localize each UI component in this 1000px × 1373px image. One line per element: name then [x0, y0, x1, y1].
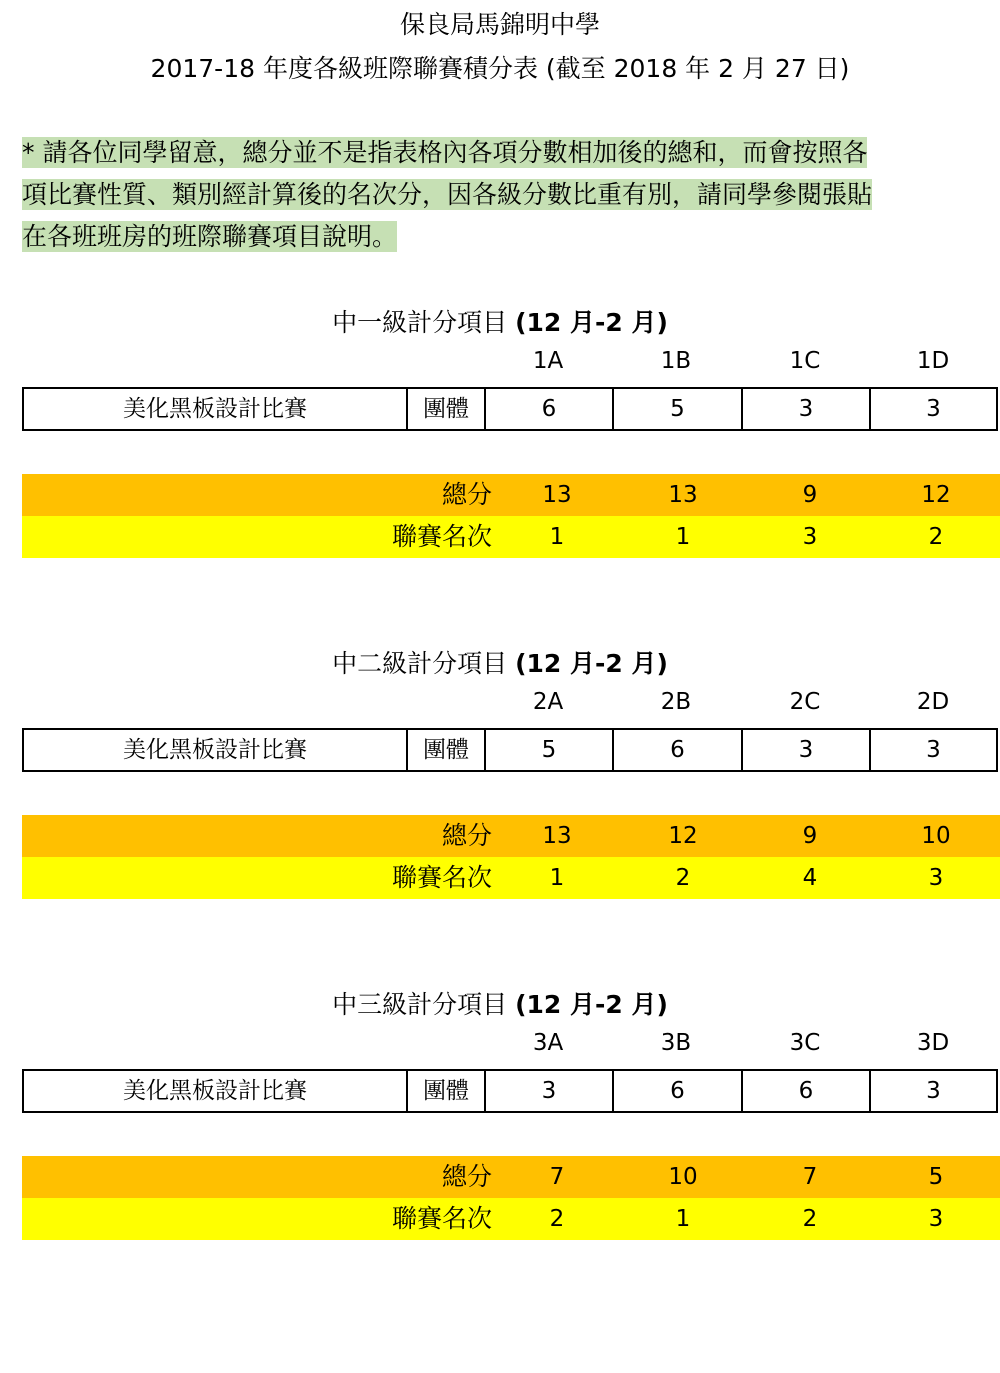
section-title-text: 中一級計分項目 — [332, 308, 508, 337]
score-cell: 3 — [926, 1078, 941, 1104]
score-cell: 3 — [486, 1071, 614, 1111]
section-title-text: 中二級計分項目 — [332, 649, 508, 678]
score-cell: 6 — [743, 1071, 871, 1111]
score-cell: 6 — [614, 730, 743, 770]
score-cell: 3 — [743, 730, 871, 770]
section-form3 — [0, 987, 1000, 1287]
section-form2 — [0, 646, 1000, 946]
score-cell: 5 — [614, 389, 743, 429]
rank-row — [22, 857, 1000, 899]
total-value: 13 — [542, 823, 572, 849]
score-cell: 3 — [926, 396, 941, 422]
section-title — [0, 305, 1000, 341]
rank-value: 1 — [675, 524, 691, 550]
total-value: 7 — [549, 1164, 565, 1190]
event-row — [22, 1069, 998, 1113]
section-form1 — [0, 305, 1000, 605]
class-header: 1D — [916, 348, 950, 374]
total-value: 9 — [802, 482, 818, 508]
event-type: 團體 — [408, 730, 486, 770]
rank-value: 2 — [928, 524, 944, 550]
score-cell: 3 — [743, 389, 871, 429]
total-value: 13 — [668, 482, 698, 508]
rank-value: 1 — [675, 1206, 691, 1232]
rank-label: 聯賽名次 — [391, 1204, 492, 1233]
total-value: 13 — [542, 482, 572, 508]
event-row — [22, 387, 998, 431]
notice-line-2: 項比賽性質、類別經計算後的名次分，因各級分數比重有別，請同學參閱張貼 — [22, 180, 873, 209]
rank-value: 2 — [549, 1206, 565, 1232]
class-header: 2A — [532, 689, 564, 715]
class-headers — [0, 686, 1000, 718]
total-value: 10 — [921, 823, 951, 849]
section-title — [0, 987, 1000, 1023]
rank-label: 聯賽名次 — [391, 522, 492, 551]
rank-value: 2 — [802, 1206, 818, 1232]
class-header: 2D — [916, 689, 950, 715]
section-title-text: 中三級計分項目 — [332, 990, 508, 1019]
rank-value: 2 — [675, 865, 691, 891]
total-row — [22, 815, 1000, 857]
score-cell: 6 — [486, 389, 614, 429]
class-headers — [0, 345, 1000, 377]
total-label: 總分 — [441, 1162, 492, 1191]
rank-value: 3 — [928, 1206, 944, 1232]
rank-label: 聯賽名次 — [391, 863, 492, 892]
rank-value: 1 — [549, 524, 565, 550]
class-header: 3B — [660, 1030, 692, 1056]
section-period: (12 月-2 月) — [515, 649, 668, 678]
score-cell: 5 — [486, 730, 614, 770]
event-name: 美化黑板設計比賽 — [24, 730, 408, 770]
score-cell: 3 — [926, 737, 941, 763]
class-header: 1B — [660, 348, 692, 374]
rank-value: 1 — [549, 865, 565, 891]
notice-line-3: 在各班班房的班際聯賽項目說明。 — [22, 222, 398, 251]
section-title — [0, 646, 1000, 682]
section-period: (12 月-2 月) — [515, 990, 668, 1019]
class-header: 1A — [532, 348, 564, 374]
event-type: 團體 — [408, 1071, 486, 1111]
class-header: 1C — [789, 348, 821, 374]
event-row — [22, 728, 998, 772]
section-period: (12 月-2 月) — [515, 308, 668, 337]
event-name: 美化黑板設計比賽 — [24, 1071, 408, 1111]
rank-row — [22, 516, 1000, 558]
event-type: 團體 — [408, 389, 486, 429]
school-name: 保良局馬錦明中學 — [399, 10, 600, 39]
class-header: 3D — [916, 1030, 950, 1056]
class-header: 2C — [789, 689, 821, 715]
class-header: 2B — [660, 689, 692, 715]
total-value: 12 — [921, 482, 951, 508]
rank-value: 3 — [928, 865, 944, 891]
total-value: 5 — [928, 1164, 944, 1190]
total-value: 10 — [668, 1164, 698, 1190]
total-value: 9 — [802, 823, 818, 849]
notice-box — [22, 132, 994, 258]
total-value: 7 — [802, 1164, 818, 1190]
event-name: 美化黑板設計比賽 — [24, 389, 408, 429]
class-header: 3C — [789, 1030, 821, 1056]
rank-value: 4 — [802, 865, 818, 891]
class-header: 3A — [532, 1030, 564, 1056]
rank-row — [22, 1198, 1000, 1240]
notice-line-1: * 請各位同學留意，總分並不是指表格內各項分數相加後的總和，而會按照各 — [22, 138, 868, 167]
total-row — [22, 1156, 1000, 1198]
rank-value: 3 — [802, 524, 818, 550]
document-subtitle: 2017-18 年度各級班際聯賽積分表 (截至 2018 年 2 月 27 日) — [150, 54, 850, 83]
total-value: 12 — [668, 823, 698, 849]
total-row — [22, 474, 1000, 516]
class-headers — [0, 1027, 1000, 1059]
score-cell: 6 — [614, 1071, 743, 1111]
total-label: 總分 — [441, 821, 492, 850]
total-label: 總分 — [441, 480, 492, 509]
